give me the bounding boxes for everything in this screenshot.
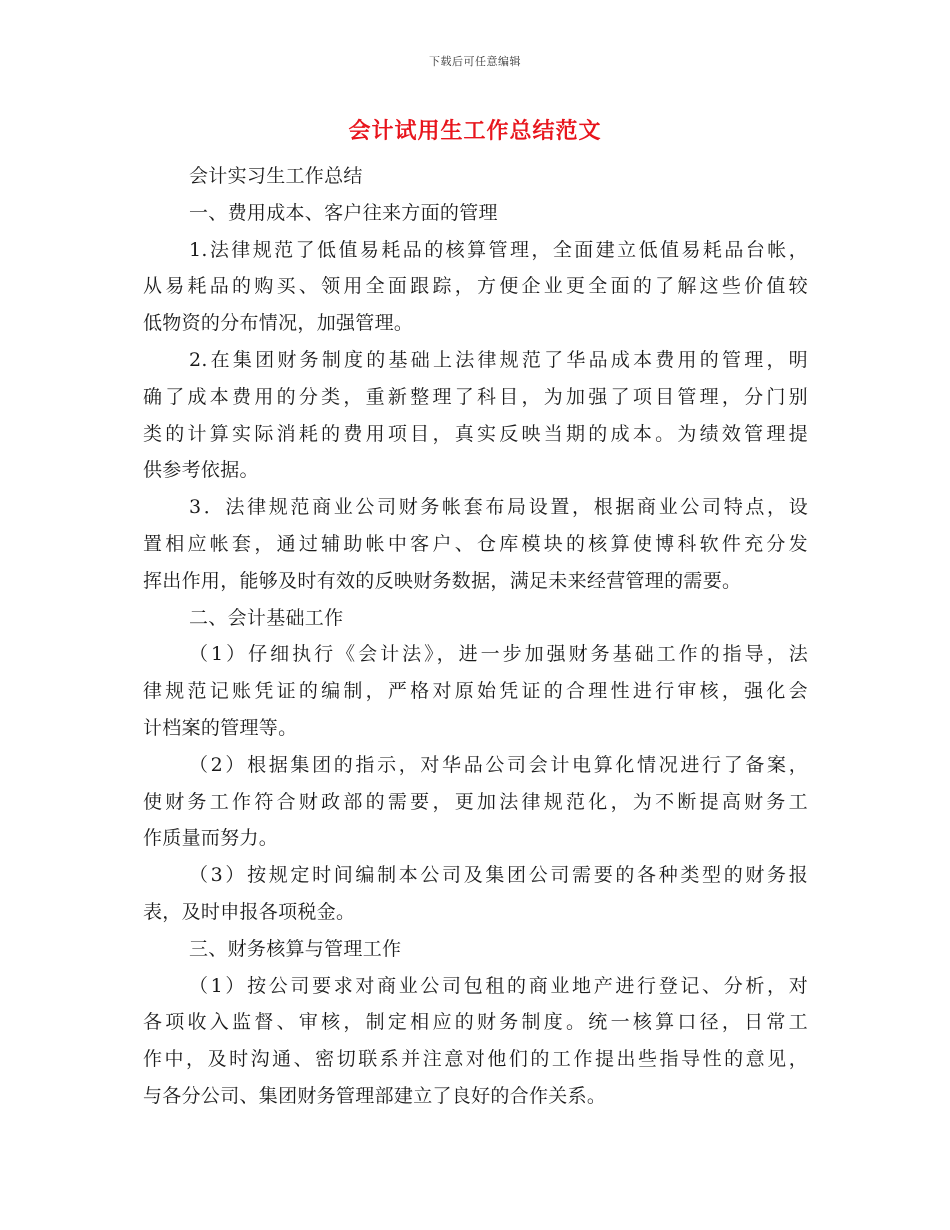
- text-line: 律规范记账凭证的编制，严格对原始凭证的合理性进行审核，强化会: [143, 680, 808, 703]
- text-line: 作质量而努力。: [143, 827, 279, 850]
- text-line: 表，及时申报各项税金。: [143, 900, 356, 923]
- text-line: 与各分公司、集团财务管理部建立了良好的合作关系。: [143, 1084, 607, 1107]
- text-line: 使财务工作符合财政部的需要，更加法律规范化，为不断提高财务工: [143, 790, 808, 813]
- text-line: 类的计算实际消耗的费用项目，真实反映当期的成本。为绩效管理提: [143, 422, 808, 445]
- text-line: 各项收入监督、审核，制定相应的财务制度。统一核算口径，日常工: [143, 1011, 808, 1034]
- text-line: 会计实习生工作总结: [189, 165, 363, 187]
- text-line: 二、会计基础工作: [189, 606, 344, 629]
- text-line: （3）按规定时间编制本公司及集团公司需要的各种类型的财务报: [189, 864, 808, 887]
- text-line: （2）根据集团的指示，对华品公司会计电算化情况进行了备案，: [189, 753, 808, 776]
- text-line: 一、费用成本、客户往来方面的管理: [189, 201, 498, 224]
- text-line: 挥出作用，能够及时有效的反映财务数据，满足未来经营管理的需要。: [143, 569, 742, 592]
- text-line: （1）按公司要求对商业公司包租的商业地产进行登记、分析，对: [189, 974, 808, 997]
- text-line: 三、财务核算与管理工作: [189, 937, 402, 960]
- text-line: 从易耗品的购买、领用全面跟踪，方便企业更全面的了解这些价值较: [143, 275, 808, 298]
- text-line: 作中，及时沟通、密切联系并注意对他们的工作提出些指导性的意见，: [143, 1048, 808, 1071]
- document-title: 会计试用生工作总结范文: [348, 118, 602, 144]
- text-line: 1.法律规范了低值易耗品的核算管理，全面建立低值易耗品台帐，: [189, 238, 808, 261]
- text-line: 低物资的分布情况，加强管理。: [143, 312, 414, 335]
- page-header-note: 下载后可任意编辑: [429, 55, 521, 68]
- text-line: 确了成本费用的分类，重新整理了科目，为加强了项目管理，分门别: [143, 385, 808, 408]
- text-line: 计档案的管理等。: [143, 716, 298, 739]
- document-body: [143, 158, 808, 1115]
- text-line: 3．法律规范商业公司财务帐套布局设置，根据商业公司特点，设: [189, 496, 808, 519]
- text-line: 2.在集团财务制度的基础上法律规范了华品成本费用的管理，明: [189, 348, 808, 371]
- text-line: 供参考依据。: [143, 459, 259, 482]
- text-line: 置相应帐套，通过辅助帐中客户、仓库模块的核算使博科软件充分发: [143, 532, 808, 555]
- text-line: （1）仔细执行《会计法》，进一步加强财务基础工作的指导，法: [189, 643, 808, 666]
